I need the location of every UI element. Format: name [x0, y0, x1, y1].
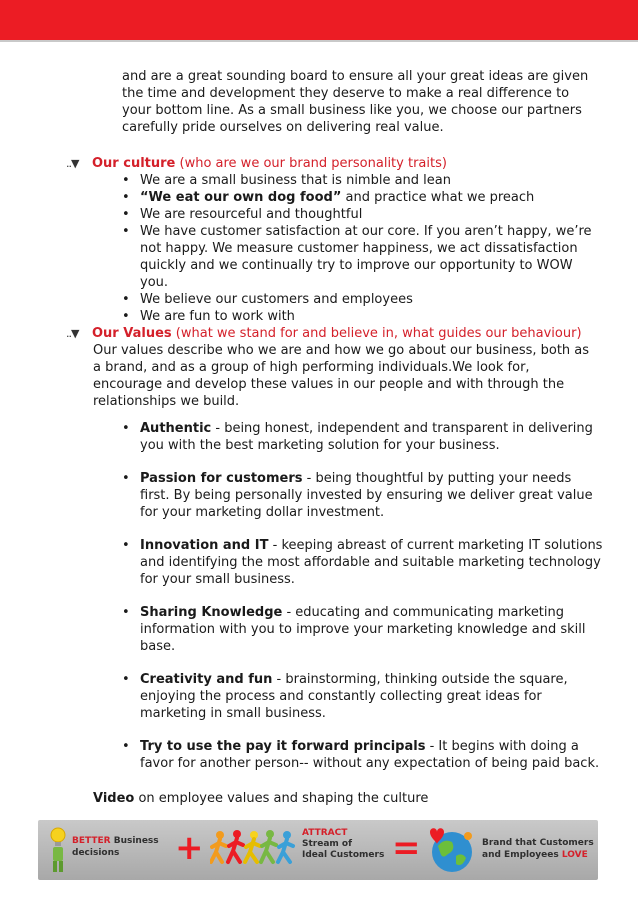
list-item: • Sharing Knowledge - educating and communicating marketing information with you to improve your marketing knowledge and skill base.	[118, 604, 604, 655]
better-decisions-text: BETTER Business decisions	[72, 836, 159, 858]
arrow-bullet-icon: ..▼	[66, 327, 79, 340]
list-item: • Passion for customers - being thoughtful by putting your needs first. By being personally invested by ensuring we deliver great value for your marketing dollar investment.	[118, 470, 604, 521]
plus-sign: +	[175, 828, 204, 868]
list-item: • We are a small business that is nimble and lean	[118, 172, 604, 189]
list-item: • Try to use the pay it forward principals - It begins with doing a favor for another person-- without any expectation of being paid back.	[118, 738, 604, 772]
list-item: • Creativity and fun - brainstorming, thinking outside the square, enjoying the process and constantly collecting great ideas for marketing in small business.	[118, 671, 604, 722]
list-item: • “We eat our own dog food” and practice what we preach	[118, 189, 604, 206]
attract-customers-text: ATTRACT Stream of Ideal Customers	[302, 828, 385, 860]
list-item: • We are resourceful and thoughtful	[118, 206, 604, 223]
values-description: Our values describe who we are and how we go about our business, both as a brand, and as a group of high performing individuals.We look for, encourage and develop these values in our people and with through the relationships we build.	[93, 343, 590, 409]
footer-banner	[38, 820, 598, 880]
culture-heading-label: Our culture	[92, 156, 176, 171]
culture-heading-subtitle: (who are we our brand personality traits)	[179, 156, 447, 171]
brand-love-text: Brand that Customers and Employees LOVE	[482, 838, 594, 860]
list-item: • Innovation and IT - keeping abreast of current marketing IT solutions and identifying the most affordable and suitable marketing technology for your small business.	[118, 537, 604, 588]
intro-line: the time and development they deserve to make a real difference to	[122, 86, 570, 101]
list-item: • Authentic - being honest, independent and transparent in delivering you with the best marketing solution for your business.	[118, 420, 604, 454]
values-heading-label: Our Values	[92, 326, 172, 341]
running-people-icon	[210, 828, 298, 874]
culture-list	[118, 172, 604, 325]
values-heading-subtitle: (what we stand for and believe in, what guides our behaviour)	[175, 326, 582, 341]
list-item: • We are fun to work with	[118, 308, 604, 325]
list-item: • We believe our customers and employees	[118, 291, 604, 308]
values-heading	[66, 325, 582, 342]
globe-heart-icon	[422, 824, 478, 876]
video-line[interactable]: Video on employee values and shaping the culture	[93, 791, 429, 806]
intro-line: your bottom line. As a small business like you, we choose our partners	[122, 103, 582, 118]
video-link-label[interactable]: Video	[93, 791, 135, 806]
culture-heading	[66, 155, 447, 172]
intro-line: and are a great sounding board to ensure all your great ideas are given	[122, 69, 589, 84]
values-list	[118, 420, 604, 788]
arrow-bullet-icon: ..▼	[66, 157, 79, 170]
intro-line: carefully pride ourselves on delivering real value.	[122, 120, 444, 135]
intro-paragraph	[122, 68, 602, 136]
equals-sign: =	[392, 828, 421, 868]
list-item: • We have customer satisfaction at our core. If you aren’t happy, we’re not happy. We measure customer happiness, we act dissatisfaction quickly and we continually try to improve our opportunity to WOW you.	[118, 223, 604, 291]
lightbulb-person-icon	[46, 826, 70, 874]
